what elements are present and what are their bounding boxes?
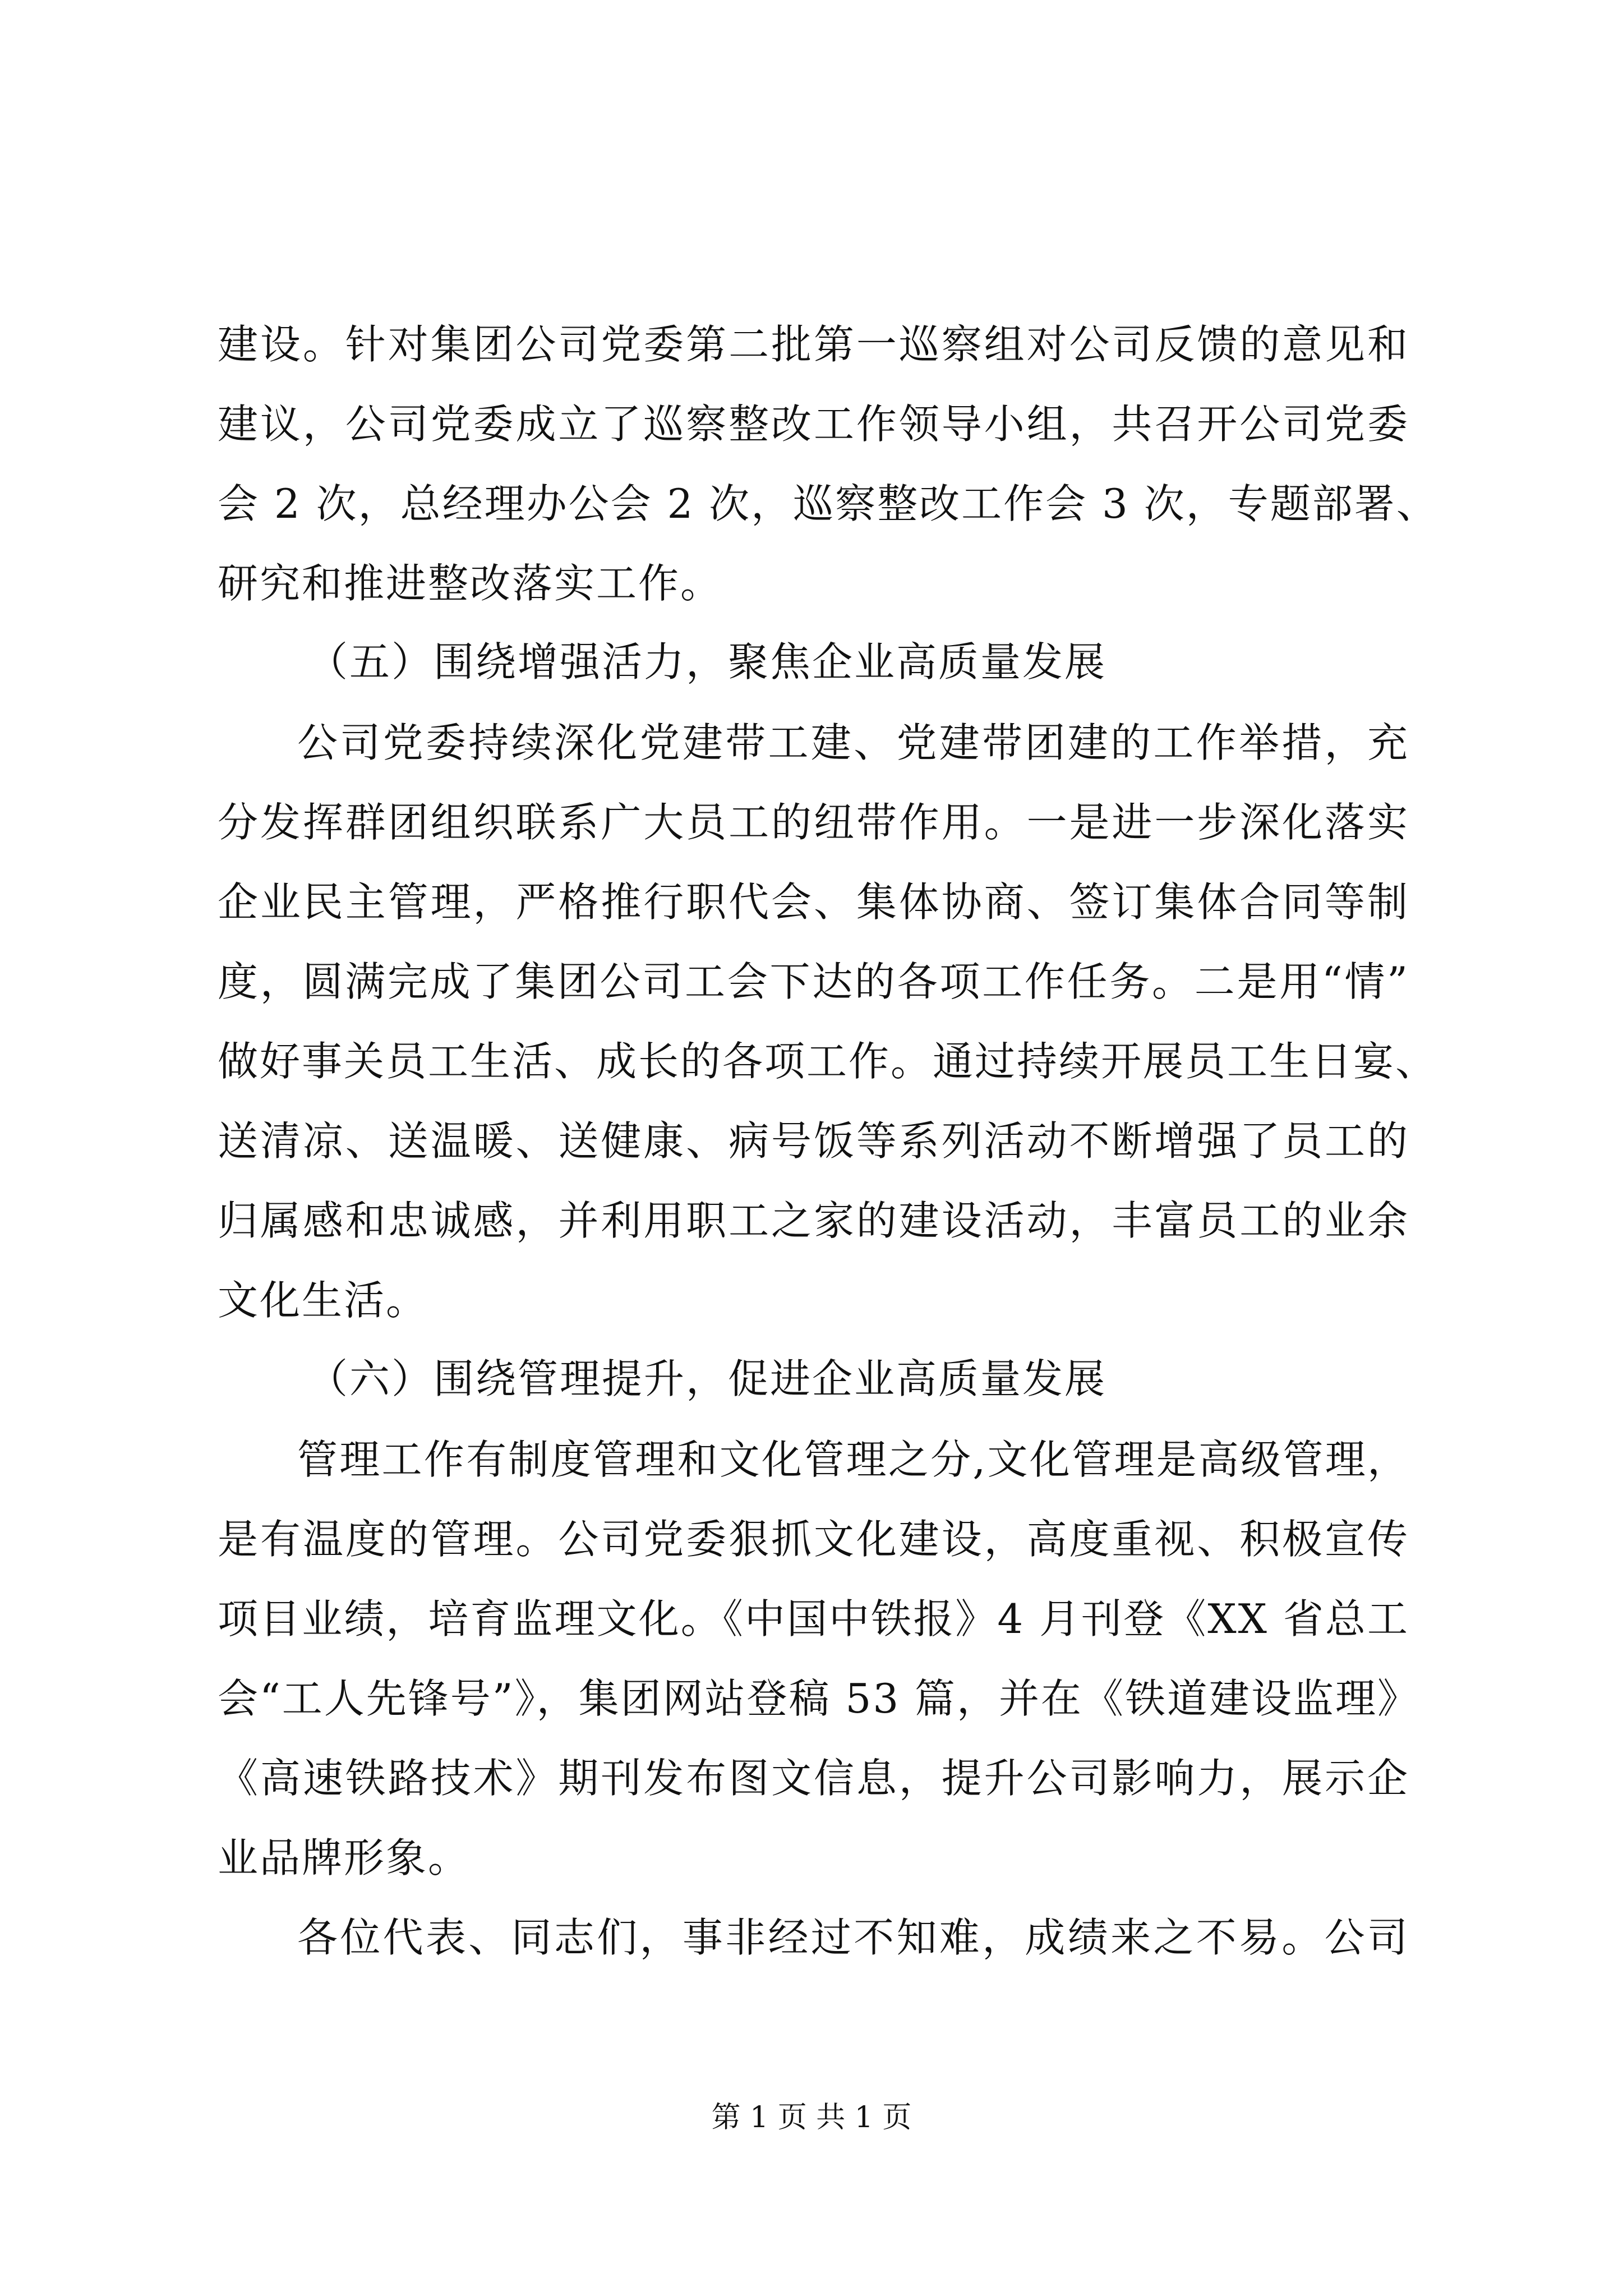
paragraph-line: 送清凉、送温暖、送健康、病号饭等系列活动不断增强了员工的 — [218, 1117, 1409, 1165]
paragraph-line: 会 2 次，总经理办公会 2 次，巡察整改工作会 3 次，专题部署、 — [218, 480, 1438, 527]
paragraph-line: 项目业绩，培育监理文化。《中国中铁报》4 月刊登《XX 省总工 — [218, 1595, 1409, 1642]
section-heading-5: （五）围绕增强活力，聚焦企业高质量发展 — [307, 638, 1107, 685]
paragraph-line: 归属感和忠诚感，并利用职工之家的建设活动，丰富员工的业余 — [218, 1197, 1409, 1244]
page-footer: 第 1 页 共 1 页 — [711, 2101, 912, 2134]
paragraph-line: 公司党委持续深化党建带工建、党建带团建的工作举措，充 — [297, 719, 1409, 766]
paragraph-line: 建议，公司党委成立了巡察整改工作领导小组，共召开公司党委 — [218, 401, 1409, 448]
paragraph-line: 业品牌形象。 — [218, 1834, 471, 1881]
paragraph-line: 做好事关员工生活、成长的各项工作。通过持续开展员工生日宴、 — [218, 1038, 1438, 1085]
paragraph-line: 建设。针对集团公司党委第二批第一巡察组对公司反馈的意见和 — [218, 321, 1409, 368]
paragraph-line: 《高速铁路技术》期刊发布图文信息，提升公司影响力，展示企 — [218, 1755, 1409, 1802]
paragraph-line: 文化生活。 — [218, 1277, 428, 1324]
paragraph-line: 是有温度的管理。公司党委狠抓文化建设，高度重视、积极宣传 — [218, 1516, 1409, 1563]
section-heading-6: （六）围绕管理提升，促进企业高质量发展 — [307, 1355, 1107, 1402]
paragraph-line: 研究和推进整改落实工作。 — [218, 560, 723, 607]
paragraph-line: 分发挥群团组织联系广大员工的纽带作用。一是进一步深化落实 — [218, 799, 1409, 846]
paragraph-line: 会“工人先锋号”》，集团网站登稿 53 篇，并在《铁道建设监理》 — [218, 1675, 1420, 1722]
paragraph-line: 管理工作有制度管理和文化管理之分,文化管理是高级管理， — [297, 1436, 1409, 1483]
paragraph-line: 度，圆满完成了集团公司工会下达的各项工作任务。二是用“情” — [218, 958, 1409, 1005]
paragraph-line: 各位代表、同志们，事非经过不知难，成绩来之不易。公司 — [297, 1914, 1409, 1961]
paragraph-line: 企业民主管理，严格推行职代会、集体协商、签订集体合同等制 — [218, 878, 1409, 926]
